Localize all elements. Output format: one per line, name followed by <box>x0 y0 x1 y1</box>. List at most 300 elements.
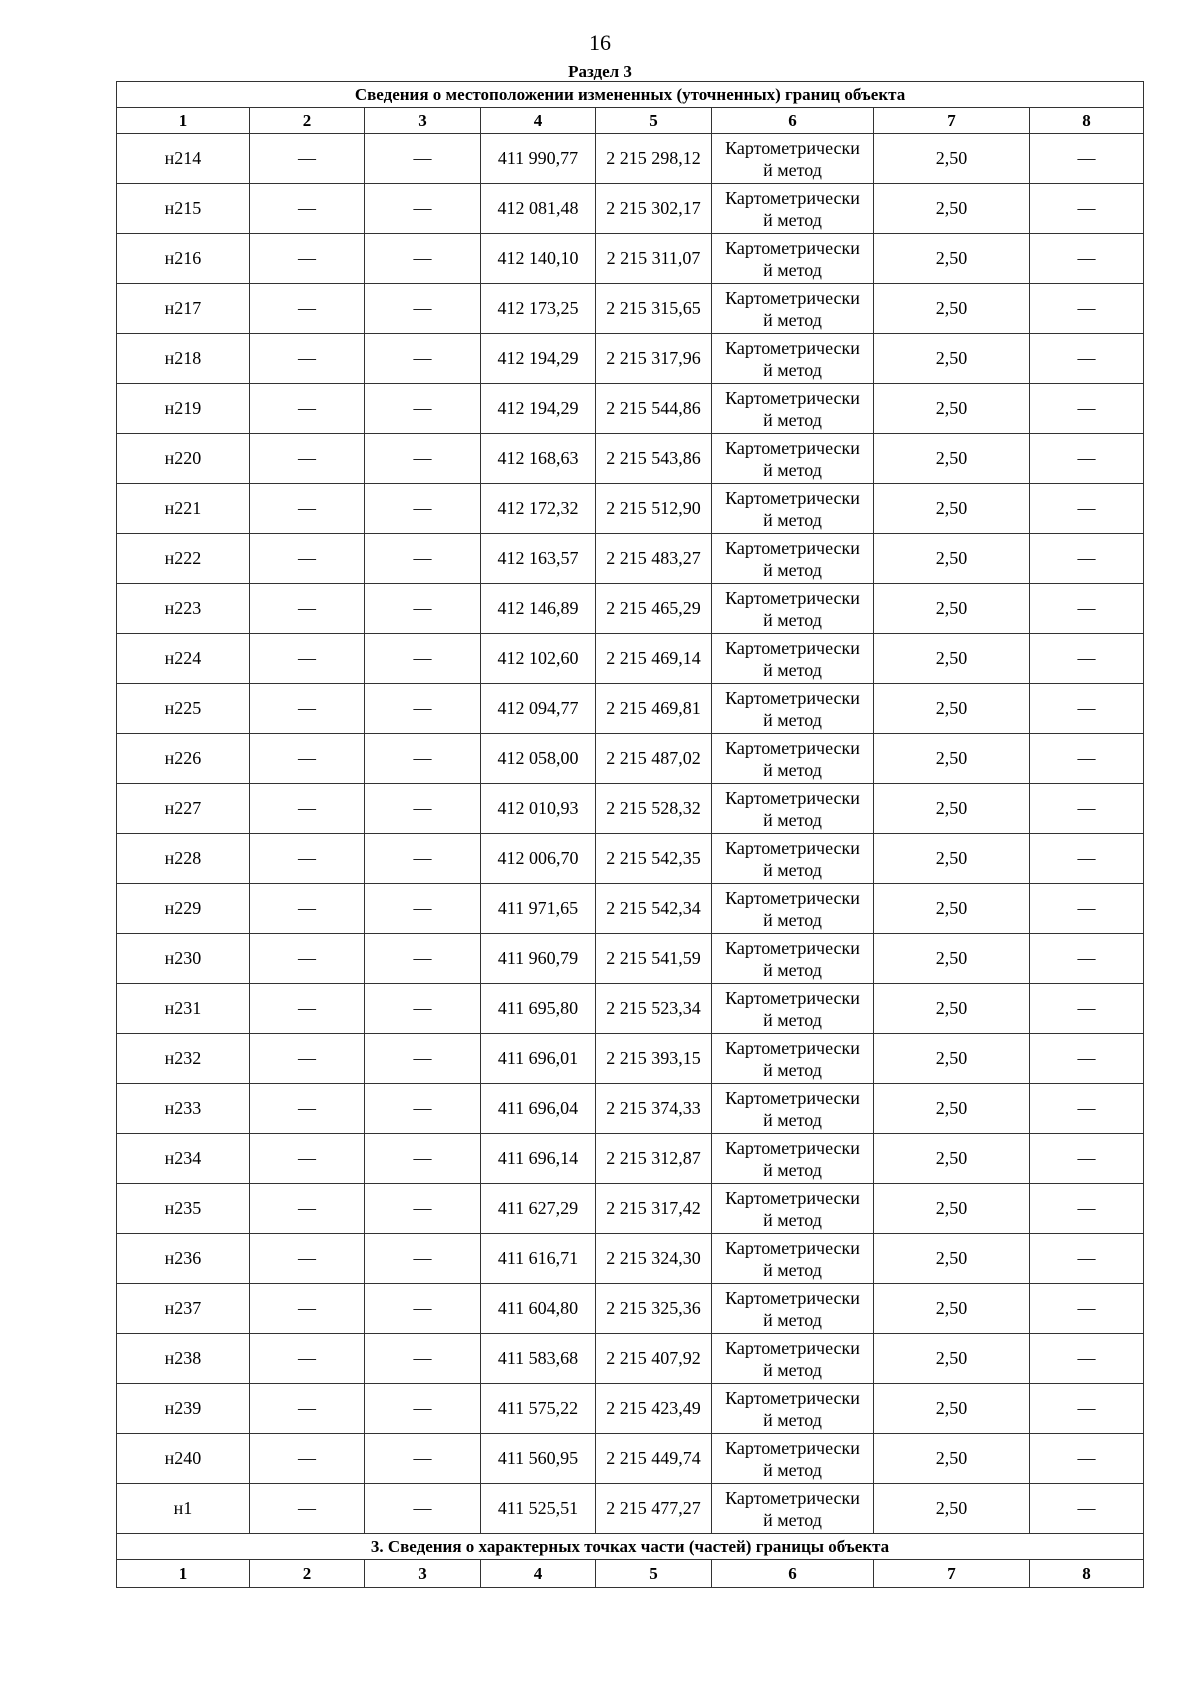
point-cell: н222 <box>117 534 250 584</box>
point-cell: н234 <box>117 1134 250 1184</box>
method-cell <box>712 134 874 184</box>
method-line-2: й метод <box>763 259 822 280</box>
point-cell: н217 <box>117 284 250 334</box>
method-line-2: й метод <box>763 559 822 580</box>
accuracy-cell: 2,50 <box>874 584 1030 634</box>
empty-cell: — <box>250 1334 365 1384</box>
x-coordinate-cell: 411 696,01 <box>481 1034 596 1084</box>
empty-cell: — <box>1030 1034 1144 1084</box>
table-row <box>117 584 1144 634</box>
table-row <box>117 234 1144 284</box>
empty-cell: — <box>365 1434 481 1484</box>
method-line-1: Картометрически <box>725 587 860 608</box>
point-cell: н218 <box>117 334 250 384</box>
table-row <box>117 534 1144 584</box>
empty-cell: — <box>1030 484 1144 534</box>
point-cell: н225 <box>117 684 250 734</box>
accuracy-cell: 2,50 <box>874 234 1030 284</box>
accuracy-cell: 2,50 <box>874 334 1030 384</box>
method-line-2: й метод <box>763 309 822 330</box>
method-line-1: Картометрически <box>725 737 860 758</box>
table-row <box>117 1384 1144 1434</box>
method-line-2: й метод <box>763 909 822 930</box>
method-line-1: Картометрически <box>725 237 860 258</box>
method-line-1: Картометрически <box>725 1437 860 1458</box>
method-cell <box>712 884 874 934</box>
point-cell: н227 <box>117 784 250 834</box>
empty-cell: — <box>1030 1334 1144 1384</box>
x-coordinate-cell: 411 990,77 <box>481 134 596 184</box>
method-line-1: Картометрически <box>725 437 860 458</box>
empty-cell: — <box>250 684 365 734</box>
table-row <box>117 1434 1144 1484</box>
column-number: 2 <box>250 108 365 134</box>
point-cell: н236 <box>117 1234 250 1284</box>
method-cell <box>712 1284 874 1334</box>
method-line-1: Картометрически <box>725 687 860 708</box>
x-coordinate-cell: 411 696,14 <box>481 1134 596 1184</box>
footer-column-numbers-row <box>117 1560 1144 1588</box>
method-line-1: Картометрически <box>725 787 860 808</box>
method-line-2: й метод <box>763 759 822 780</box>
method-cell <box>712 434 874 484</box>
empty-cell: — <box>365 784 481 834</box>
column-number: 5 <box>596 1560 712 1588</box>
column-number: 2 <box>250 1560 365 1588</box>
table-row <box>117 1184 1144 1234</box>
empty-cell: — <box>365 1134 481 1184</box>
table-row <box>117 934 1144 984</box>
method-line-2: й метод <box>763 1309 822 1330</box>
empty-cell: — <box>250 584 365 634</box>
table-row <box>117 1484 1144 1534</box>
empty-cell: — <box>365 384 481 434</box>
method-cell <box>712 1134 874 1184</box>
column-number: 5 <box>596 108 712 134</box>
accuracy-cell: 2,50 <box>874 1284 1030 1334</box>
section-title: Раздел 3 <box>568 62 632 81</box>
empty-cell: — <box>365 584 481 634</box>
empty-cell: — <box>1030 1184 1144 1234</box>
method-line-1: Картометрически <box>725 1487 860 1508</box>
empty-cell: — <box>1030 1434 1144 1484</box>
y-coordinate-cell: 2 215 528,32 <box>596 784 712 834</box>
method-line-2: й метод <box>763 509 822 530</box>
method-line-2: й метод <box>763 1009 822 1030</box>
y-coordinate-cell: 2 215 315,65 <box>596 284 712 334</box>
point-cell: н229 <box>117 884 250 934</box>
method-cell <box>712 984 874 1034</box>
method-cell <box>712 1434 874 1484</box>
empty-cell: — <box>365 1034 481 1084</box>
empty-cell: — <box>250 984 365 1034</box>
table-row <box>117 384 1144 434</box>
empty-cell: — <box>365 684 481 734</box>
table-row <box>117 1284 1144 1334</box>
accuracy-cell: 2,50 <box>874 634 1030 684</box>
empty-cell: — <box>365 434 481 484</box>
table-row <box>117 1034 1144 1084</box>
empty-cell: — <box>250 1484 365 1534</box>
point-cell: н221 <box>117 484 250 534</box>
empty-cell: — <box>365 1284 481 1334</box>
empty-cell: — <box>250 334 365 384</box>
method-line-2: й метод <box>763 609 822 630</box>
empty-cell: — <box>250 1384 365 1434</box>
y-coordinate-cell: 2 215 324,30 <box>596 1234 712 1284</box>
column-number: 8 <box>1030 1560 1144 1588</box>
table-row <box>117 284 1144 334</box>
accuracy-cell: 2,50 <box>874 384 1030 434</box>
table-row <box>117 184 1144 234</box>
x-coordinate-cell: 411 575,22 <box>481 1384 596 1434</box>
point-cell: н232 <box>117 1034 250 1084</box>
empty-cell: — <box>250 1034 365 1084</box>
point-cell: н235 <box>117 1184 250 1234</box>
method-line-2: й метод <box>763 1209 822 1230</box>
x-coordinate-cell: 412 058,00 <box>481 734 596 784</box>
method-cell <box>712 234 874 284</box>
method-line-1: Картометрически <box>725 137 860 158</box>
empty-cell: — <box>1030 134 1144 184</box>
accuracy-cell: 2,50 <box>874 734 1030 784</box>
empty-cell: — <box>1030 334 1144 384</box>
empty-cell: — <box>250 784 365 834</box>
column-number: 1 <box>117 108 250 134</box>
method-line-2: й метод <box>763 1259 822 1280</box>
table-row <box>117 784 1144 834</box>
column-number: 7 <box>874 108 1030 134</box>
method-line-1: Картометрически <box>725 1187 860 1208</box>
empty-cell: — <box>365 734 481 784</box>
y-coordinate-cell: 2 215 393,15 <box>596 1034 712 1084</box>
accuracy-cell: 2,50 <box>874 284 1030 334</box>
method-line-2: й метод <box>763 1509 822 1530</box>
empty-cell: — <box>1030 934 1144 984</box>
empty-cell: — <box>1030 1284 1144 1334</box>
empty-cell: — <box>250 234 365 284</box>
empty-cell: — <box>1030 1484 1144 1534</box>
empty-cell: — <box>365 1234 481 1284</box>
x-coordinate-cell: 412 194,29 <box>481 334 596 384</box>
y-coordinate-cell: 2 215 312,87 <box>596 1134 712 1184</box>
point-cell: н233 <box>117 1084 250 1134</box>
empty-cell: — <box>1030 634 1144 684</box>
y-coordinate-cell: 2 215 449,74 <box>596 1434 712 1484</box>
method-cell <box>712 284 874 334</box>
empty-cell: — <box>365 634 481 684</box>
method-line-1: Картометрически <box>725 1137 860 1158</box>
table-caption: Сведения о местоположении измененных (уточненных) границ объекта <box>117 82 1144 108</box>
empty-cell: — <box>1030 284 1144 334</box>
y-coordinate-cell: 2 215 325,36 <box>596 1284 712 1334</box>
method-line-1: Картометрически <box>725 1287 860 1308</box>
accuracy-cell: 2,50 <box>874 934 1030 984</box>
empty-cell: — <box>1030 534 1144 584</box>
table-row <box>117 1084 1144 1134</box>
y-coordinate-cell: 2 215 483,27 <box>596 534 712 584</box>
method-line-2: й метод <box>763 859 822 880</box>
empty-cell: — <box>250 1134 365 1184</box>
y-coordinate-cell: 2 215 512,90 <box>596 484 712 534</box>
point-cell: н228 <box>117 834 250 884</box>
y-coordinate-cell: 2 215 542,34 <box>596 884 712 934</box>
x-coordinate-cell: 411 604,80 <box>481 1284 596 1334</box>
x-coordinate-cell: 412 173,25 <box>481 284 596 334</box>
method-line-2: й метод <box>763 709 822 730</box>
table-row <box>117 984 1144 1034</box>
method-line-2: й метод <box>763 1109 822 1130</box>
accuracy-cell: 2,50 <box>874 1184 1030 1234</box>
empty-cell: — <box>1030 1084 1144 1134</box>
method-line-1: Картометрически <box>725 1237 860 1258</box>
empty-cell: — <box>1030 734 1144 784</box>
method-line-1: Картометрически <box>725 537 860 558</box>
table-row <box>117 484 1144 534</box>
table-row <box>117 834 1144 884</box>
column-number: 1 <box>117 1560 250 1588</box>
method-line-2: й метод <box>763 1359 822 1380</box>
empty-cell: — <box>250 184 365 234</box>
method-cell <box>712 534 874 584</box>
method-cell <box>712 1484 874 1534</box>
coordinates-table <box>116 81 1144 1588</box>
method-line-2: й метод <box>763 1409 822 1430</box>
empty-cell: — <box>250 134 365 184</box>
point-cell: н220 <box>117 434 250 484</box>
table-row <box>117 634 1144 684</box>
method-cell <box>712 784 874 834</box>
accuracy-cell: 2,50 <box>874 534 1030 584</box>
empty-cell: — <box>250 634 365 684</box>
column-number: 6 <box>712 108 874 134</box>
x-coordinate-cell: 412 146,89 <box>481 584 596 634</box>
method-line-2: й метод <box>763 959 822 980</box>
empty-cell: — <box>1030 584 1144 634</box>
method-line-2: й метод <box>763 459 822 480</box>
accuracy-cell: 2,50 <box>874 1434 1030 1484</box>
empty-cell: — <box>365 334 481 384</box>
y-coordinate-cell: 2 215 541,59 <box>596 934 712 984</box>
y-coordinate-cell: 2 215 311,07 <box>596 234 712 284</box>
method-line-2: й метод <box>763 1059 822 1080</box>
y-coordinate-cell: 2 215 374,33 <box>596 1084 712 1134</box>
method-cell <box>712 1384 874 1434</box>
y-coordinate-cell: 2 215 469,14 <box>596 634 712 684</box>
method-cell <box>712 734 874 784</box>
point-cell: н214 <box>117 134 250 184</box>
empty-cell: — <box>1030 384 1144 434</box>
empty-cell: — <box>1030 984 1144 1034</box>
accuracy-cell: 2,50 <box>874 1034 1030 1084</box>
x-coordinate-cell: 412 168,63 <box>481 434 596 484</box>
x-coordinate-cell: 412 172,32 <box>481 484 596 534</box>
y-coordinate-cell: 2 215 469,81 <box>596 684 712 734</box>
method-line-2: й метод <box>763 409 822 430</box>
method-cell <box>712 184 874 234</box>
point-cell: н219 <box>117 384 250 434</box>
accuracy-cell: 2,50 <box>874 684 1030 734</box>
empty-cell: — <box>250 1434 365 1484</box>
empty-cell: — <box>365 1484 481 1534</box>
empty-cell: — <box>250 834 365 884</box>
empty-cell: — <box>1030 234 1144 284</box>
footer-caption: 3. Сведения о характерных точках части (частей) границы объекта <box>117 1534 1144 1560</box>
empty-cell: — <box>250 1184 365 1234</box>
point-cell: н238 <box>117 1334 250 1384</box>
method-line-1: Картометрически <box>725 987 860 1008</box>
x-coordinate-cell: 411 525,51 <box>481 1484 596 1534</box>
y-coordinate-cell: 2 215 487,02 <box>596 734 712 784</box>
empty-cell: — <box>250 534 365 584</box>
accuracy-cell: 2,50 <box>874 784 1030 834</box>
method-cell <box>712 684 874 734</box>
empty-cell: — <box>1030 434 1144 484</box>
method-line-1: Картометрически <box>725 187 860 208</box>
empty-cell: — <box>250 284 365 334</box>
method-line-2: й метод <box>763 159 822 180</box>
empty-cell: — <box>1030 1234 1144 1284</box>
y-coordinate-cell: 2 215 477,27 <box>596 1484 712 1534</box>
point-cell: н240 <box>117 1434 250 1484</box>
table-row <box>117 684 1144 734</box>
x-coordinate-cell: 412 102,60 <box>481 634 596 684</box>
x-coordinate-cell: 412 006,70 <box>481 834 596 884</box>
accuracy-cell: 2,50 <box>874 984 1030 1034</box>
x-coordinate-cell: 411 971,65 <box>481 884 596 934</box>
empty-cell: — <box>250 434 365 484</box>
empty-cell: — <box>250 884 365 934</box>
empty-cell: — <box>1030 1134 1144 1184</box>
method-line-2: й метод <box>763 209 822 230</box>
empty-cell: — <box>1030 884 1144 934</box>
x-coordinate-cell: 412 094,77 <box>481 684 596 734</box>
method-line-1: Картометрически <box>725 837 860 858</box>
method-cell <box>712 1184 874 1234</box>
y-coordinate-cell: 2 215 543,86 <box>596 434 712 484</box>
accuracy-cell: 2,50 <box>874 1234 1030 1284</box>
method-line-1: Картометрически <box>725 337 860 358</box>
empty-cell: — <box>365 1184 481 1234</box>
y-coordinate-cell: 2 215 298,12 <box>596 134 712 184</box>
method-line-1: Картометрически <box>725 1087 860 1108</box>
empty-cell: — <box>365 834 481 884</box>
accuracy-cell: 2,50 <box>874 184 1030 234</box>
empty-cell: — <box>250 934 365 984</box>
empty-cell: — <box>365 884 481 934</box>
column-number: 3 <box>365 108 481 134</box>
empty-cell: — <box>365 284 481 334</box>
empty-cell: — <box>365 534 481 584</box>
x-coordinate-cell: 412 194,29 <box>481 384 596 434</box>
method-cell <box>712 584 874 634</box>
y-coordinate-cell: 2 215 542,35 <box>596 834 712 884</box>
point-cell: н226 <box>117 734 250 784</box>
empty-cell: — <box>250 1284 365 1334</box>
table-row <box>117 1234 1144 1284</box>
column-numbers-row <box>117 108 1144 134</box>
y-coordinate-cell: 2 215 317,96 <box>596 334 712 384</box>
point-cell: н224 <box>117 634 250 684</box>
empty-cell: — <box>365 1384 481 1434</box>
accuracy-cell: 2,50 <box>874 884 1030 934</box>
method-line-1: Картометрически <box>725 287 860 308</box>
method-line-1: Картометрически <box>725 1337 860 1358</box>
column-number: 3 <box>365 1560 481 1588</box>
method-line-2: й метод <box>763 1159 822 1180</box>
y-coordinate-cell: 2 215 302,17 <box>596 184 712 234</box>
accuracy-cell: 2,50 <box>874 1334 1030 1384</box>
x-coordinate-cell: 411 616,71 <box>481 1234 596 1284</box>
point-cell: н215 <box>117 184 250 234</box>
point-cell: н223 <box>117 584 250 634</box>
x-coordinate-cell: 412 081,48 <box>481 184 596 234</box>
method-line-2: й метод <box>763 659 822 680</box>
x-coordinate-cell: 412 140,10 <box>481 234 596 284</box>
accuracy-cell: 2,50 <box>874 434 1030 484</box>
empty-cell: — <box>365 134 481 184</box>
empty-cell: — <box>365 1084 481 1134</box>
column-number: 4 <box>481 1560 596 1588</box>
table-row <box>117 734 1144 784</box>
point-cell: н239 <box>117 1384 250 1434</box>
accuracy-cell: 2,50 <box>874 1484 1030 1534</box>
accuracy-cell: 2,50 <box>874 1384 1030 1434</box>
accuracy-cell: 2,50 <box>874 134 1030 184</box>
empty-cell: — <box>365 484 481 534</box>
empty-cell: — <box>1030 834 1144 884</box>
y-coordinate-cell: 2 215 544,86 <box>596 384 712 434</box>
empty-cell: — <box>1030 1384 1144 1434</box>
method-cell <box>712 484 874 534</box>
table-row <box>117 1134 1144 1184</box>
empty-cell: — <box>365 984 481 1034</box>
table-row <box>117 1334 1144 1384</box>
x-coordinate-cell: 411 560,95 <box>481 1434 596 1484</box>
accuracy-cell: 2,50 <box>874 834 1030 884</box>
column-number: 8 <box>1030 108 1144 134</box>
y-coordinate-cell: 2 215 407,92 <box>596 1334 712 1384</box>
method-line-1: Картометрически <box>725 1037 860 1058</box>
empty-cell: — <box>250 1234 365 1284</box>
empty-cell: — <box>250 484 365 534</box>
y-coordinate-cell: 2 215 423,49 <box>596 1384 712 1434</box>
empty-cell: — <box>250 734 365 784</box>
column-number: 7 <box>874 1560 1030 1588</box>
empty-cell: — <box>250 1084 365 1134</box>
point-cell: н231 <box>117 984 250 1034</box>
page-number: 16 <box>589 30 611 55</box>
column-number: 4 <box>481 108 596 134</box>
empty-cell: — <box>1030 784 1144 834</box>
x-coordinate-cell: 411 695,80 <box>481 984 596 1034</box>
empty-cell: — <box>365 184 481 234</box>
method-line-1: Картометрически <box>725 1387 860 1408</box>
empty-cell: — <box>365 934 481 984</box>
table-row <box>117 334 1144 384</box>
empty-cell: — <box>1030 684 1144 734</box>
method-cell <box>712 934 874 984</box>
empty-cell: — <box>365 1334 481 1384</box>
y-coordinate-cell: 2 215 317,42 <box>596 1184 712 1234</box>
x-coordinate-cell: 411 583,68 <box>481 1334 596 1384</box>
x-coordinate-cell: 412 010,93 <box>481 784 596 834</box>
y-coordinate-cell: 2 215 465,29 <box>596 584 712 634</box>
point-cell: н216 <box>117 234 250 284</box>
accuracy-cell: 2,50 <box>874 1134 1030 1184</box>
method-cell <box>712 634 874 684</box>
column-number: 6 <box>712 1560 874 1588</box>
